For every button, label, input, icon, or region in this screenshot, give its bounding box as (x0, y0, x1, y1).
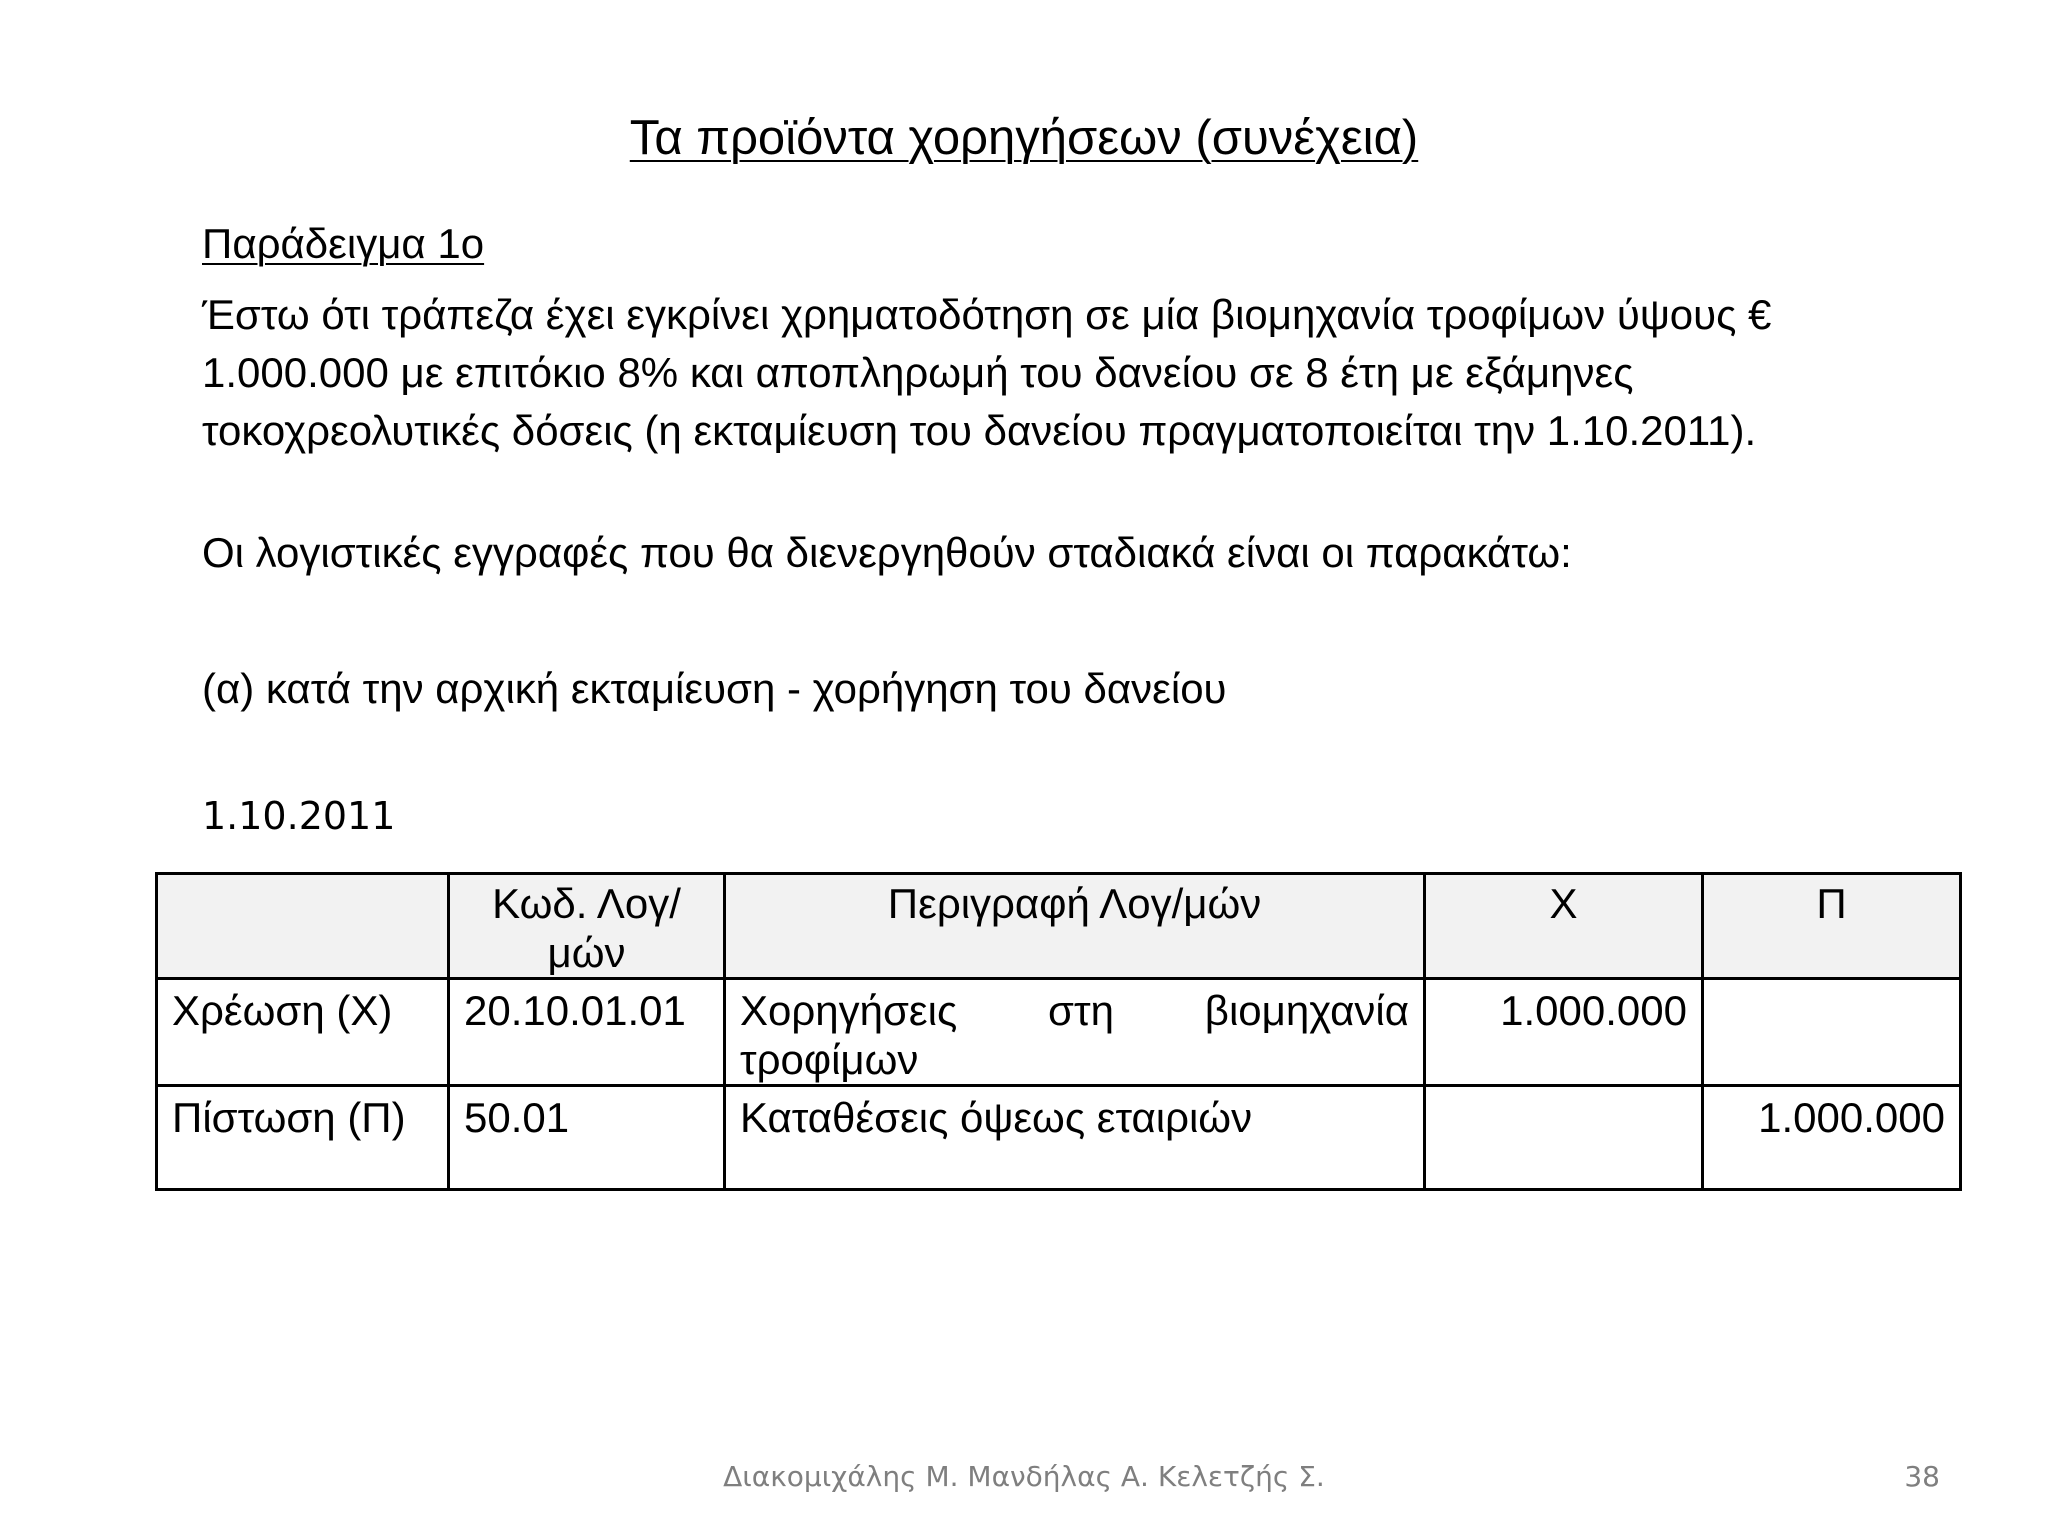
row-account-description: Καταθέσεις όψεως εταιριών (725, 1086, 1425, 1190)
row-debit-amount (1425, 1086, 1703, 1190)
footer-authors: Διακομιχάλης Μ. Μανδήλας Α. Κελετζής Σ. (723, 1460, 1325, 1493)
journal-entry-table (155, 872, 1962, 1191)
problem-statement: Έστω ότι τράπεζα έχει εγκρίνει χρηματοδότηση σε μία βιομηχανία τροφίμων ύψους € 1.000.000 με επιτόκιο 8% και αποπληρωμή του δανείου σε 8 έτη με εξάμηνες τοκοχρεολυτικές δόσεις (η εκταμίευση του δανείου πραγματοποιείται την 1.10.2011). (202, 291, 1772, 454)
row-credit-amount (1703, 979, 1961, 1086)
row-account-code: 20.10.01.01 (449, 979, 725, 1086)
table-header-row (157, 874, 1961, 979)
row-side-label: Πίστωση (Π) (157, 1086, 449, 1190)
example-heading: Παράδειγμα 1ο (202, 220, 485, 267)
header-cell-account-description: Περιγραφή Λογ/μών (725, 874, 1425, 979)
header-cell-debit: Χ (1425, 874, 1703, 979)
page-number: 38 (1904, 1460, 1940, 1493)
step-a-label: (α) κατά την αρχική εκταμίευση - χορήγηση του δανείου (202, 665, 1227, 712)
row-side-label: Χρέωση (Χ) (157, 979, 449, 1086)
header-cell-side (157, 874, 449, 979)
row-account-description: Χορηγήσεις στη βιομηχανία τροφίμων (725, 979, 1425, 1086)
table-row (157, 979, 1961, 1086)
row-account-code: 50.01 (449, 1086, 725, 1190)
row-credit-amount: 1.000.000 (1703, 1086, 1961, 1190)
slide-title (0, 108, 2048, 168)
table-row (157, 1086, 1961, 1190)
entry-date: 1.10.2011 (202, 794, 396, 838)
entries-intro: Οι λογιστικές εγγραφές που θα διενεργηθούν σταδιακά είναι οι παρακάτω: (202, 529, 1572, 576)
slide-title-text: Τα προϊόντα χορηγήσεων (συνέχεια) (629, 111, 1419, 165)
header-cell-account-code: Κωδ. Λογ/μών (449, 874, 725, 979)
row-debit-amount: 1.000.000 (1425, 979, 1703, 1086)
header-cell-credit: Π (1703, 874, 1961, 979)
